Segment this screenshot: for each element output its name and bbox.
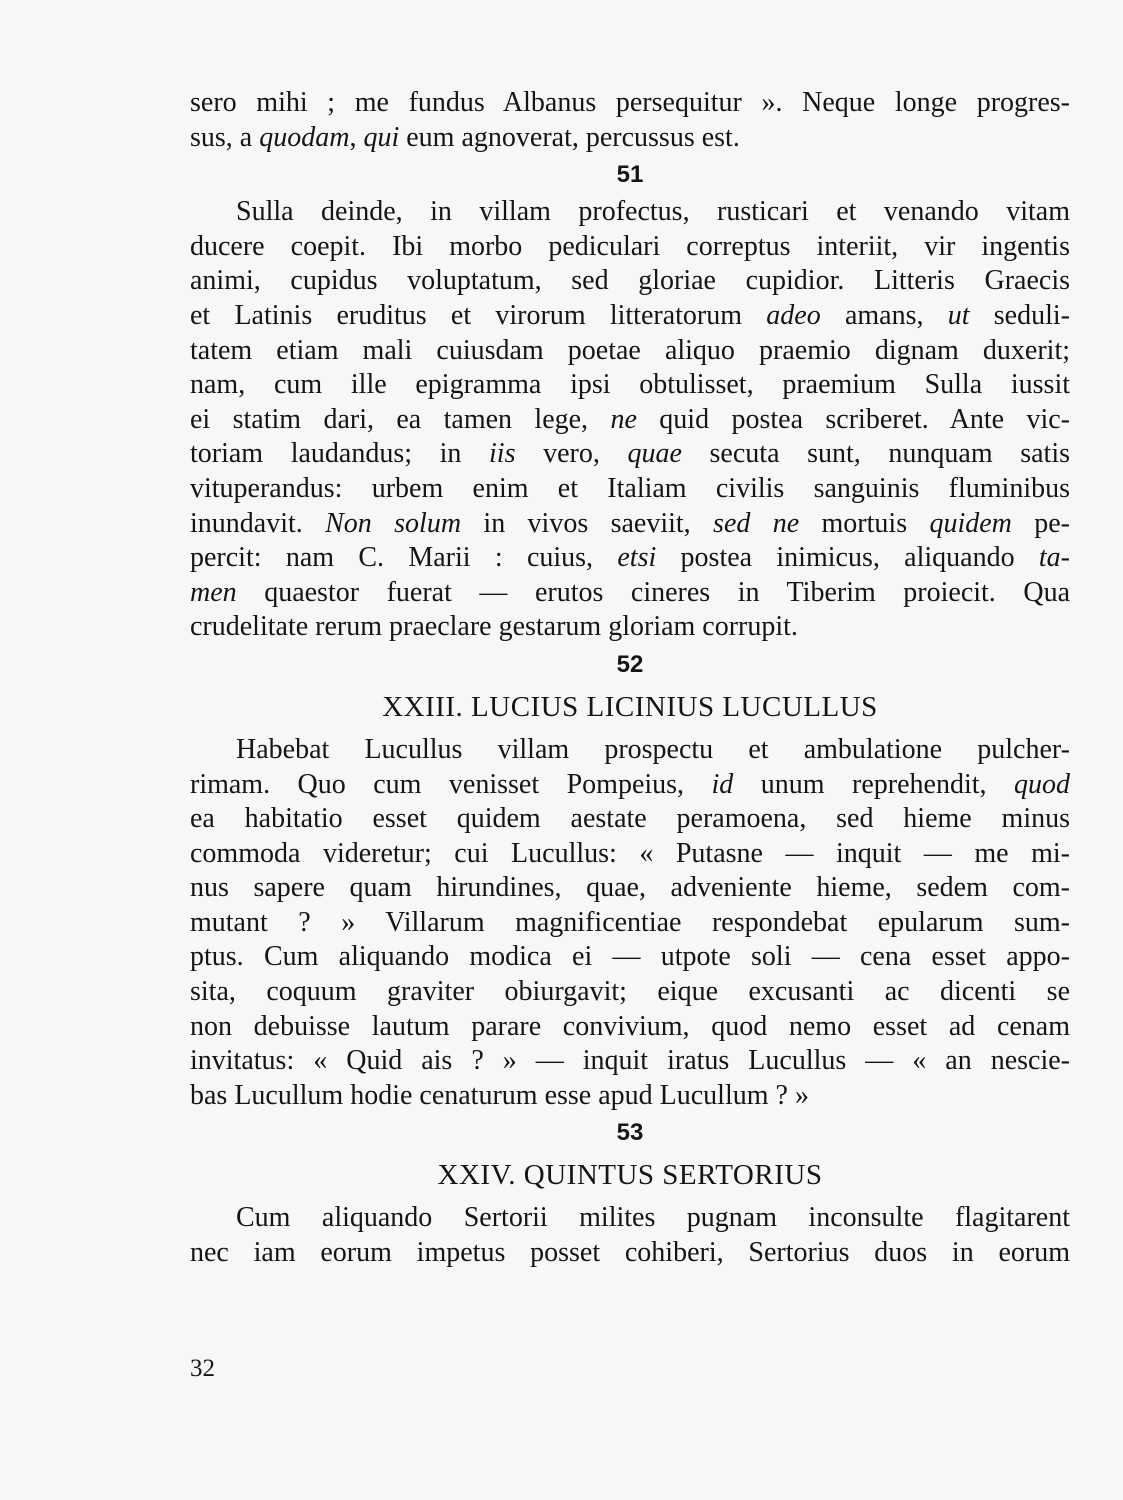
text-segment: unum reprehendit, [733,768,1014,800]
text-line [190,576,1070,611]
paragraph [190,1201,1070,1270]
text-line [190,1079,1070,1114]
text-segment: nec iam eorum impetus posset cohiberi, Sertorius duos in eorum [190,1237,1070,1269]
text-line [190,334,1070,369]
text-segment: ptus. Cum aliquando modica ei — utpote soli — cena esset appo- [190,941,1070,973]
text-line [190,195,1070,230]
italic-text: qui [363,121,400,153]
text-segment: bas Lucullum hodie cenaturum esse apud Lucullum ? » [190,1079,809,1111]
paragraph [190,195,1070,645]
text-segment: , [349,121,364,153]
italic-text: quod [1014,768,1070,800]
text-line [190,86,1070,121]
text-segment: Habebat Lucullus villam prospectu et ambulatione pulcher- [236,733,1070,765]
text-line [190,230,1070,265]
text-segment: sus, a [190,121,260,153]
italic-text: Non solum [325,507,462,539]
text-line [190,368,1070,403]
italic-text: ta- [1038,542,1070,574]
italic-text: id [711,768,734,800]
text-line [190,541,1070,576]
text-line [190,472,1070,507]
text-segment: postea inimicus, aliquando [656,542,1039,574]
paragraph [190,733,1070,1114]
text-segment: mutant ? » Villarum magnificentiae respondebat epularum sum- [190,906,1070,938]
text-segment: pe- [1011,507,1071,539]
italic-text: quodam [259,121,350,153]
text-line [190,975,1070,1010]
text-segment: commoda videretur; cui Lucullus: « Putasne — inquit — me mi- [190,837,1070,869]
text-segment: ea habitatio esset quidem aestate peramoena, sed hieme minus [190,803,1070,835]
text-line [190,733,1070,768]
text-segment: sero mihi ; me fundus Albanus persequitur ». Neque longe progres- [190,87,1070,118]
text-line [190,1010,1070,1045]
text-line [190,940,1070,975]
italic-text: men [190,576,237,608]
text-segment: eum agnoverat, percussus est. [399,121,740,153]
text-line [190,299,1070,334]
text-segment: ducere coepit. Ibi morbo pediculari correptus interiit, vir ingentis [190,230,1070,262]
text-segment: ei statim dari, ea tamen lege, [190,403,611,435]
text-segment: quaestor fuerat — erutos cineres in Tiberim proiecit. Qua [236,576,1070,608]
section-number: 51 [616,161,644,189]
text-segment: in vivos saeviit, [461,507,714,539]
italic-text: quae [627,438,682,470]
text-segment: crudelitate rerum praeclare gestarum gloriam corrupit. [190,611,798,643]
text-segment: percit: nam C. Marii : cuius, [190,542,618,574]
text-segment: tatem etiam mali cuiusdam poetae aliquo praemio dignam duxerit; [190,334,1070,366]
text-segment: nam, cum ille epigramma ipsi obtulisset, praemium Sulla iussit [190,369,1070,401]
text-line [190,264,1070,299]
text-line [190,1236,1070,1271]
italic-text: sed ne [713,507,800,539]
paragraph [190,86,1070,155]
text-segment: secuta sunt, nunquam satis [681,438,1070,470]
text-segment: mortuis [799,507,930,539]
text-line [190,871,1070,906]
text-segment: non debuisse lautum parare convivium, quod nemo esset ad cenam [190,1010,1070,1042]
text-line [190,437,1070,472]
section-number: 52 [616,650,644,678]
text-segment: sita, coquum graviter obiurgavit; eique excusanti ac dicenti se [190,976,1070,1008]
text-segment: animi, cupidus voluptatum, sed gloriae cupidior. Litteris Graecis [190,265,1070,297]
text-line [190,1201,1070,1236]
text-line [190,121,1070,156]
page-number: 32 [190,1355,215,1382]
text-segment: inundavit. [190,507,326,539]
text-segment: amans, [820,299,948,331]
italic-text: etsi [617,542,657,574]
text-segment: Cum aliquando Sertorii milites pugnam inconsulte flagitarent [236,1202,1070,1234]
text-segment: nus sapere quam hirundines, quae, adveniente hieme, sedem com- [190,872,1070,904]
text-segment: Sulla deinde, in villam profectus, rusticari et venando vitam [236,196,1070,228]
section-number: 53 [616,1119,644,1147]
text-segment: vero, [515,438,628,470]
italic-text: ne [610,403,637,435]
book-page [190,86,1070,1271]
text-line [190,837,1070,872]
text-line [190,802,1070,837]
text-segment: vituperandus: urbem enim et Italiam civilis sanguinis fluminibus [190,472,1070,504]
italic-text: iis [489,438,516,470]
text-line [190,507,1070,542]
italic-text: adeo [766,299,821,331]
text-line [190,1044,1070,1079]
text-segment: invitatus: « Quid ais ? » — inquit iratus Lucullus — « an nescie- [190,1045,1070,1077]
text-line [190,403,1070,438]
text-segment: toriam laudandus; in [190,438,490,470]
text-segment: et Latinis eruditus et virorum litteratorum [190,299,767,331]
text-line [190,768,1070,803]
text-segment: rimam. Quo cum venisset Pompeius, [190,768,712,800]
text-segment: quid postea scriberet. Ante vic- [636,403,1070,435]
chapter-title: XXIV. QUINTUS SERTORIUS [437,1159,823,1192]
text-line [190,610,1070,645]
text-line [190,906,1070,941]
italic-text: ut [947,299,970,331]
italic-text: quidem [929,507,1012,539]
chapter-title: XXIII. LUCIUS LICINIUS LUCULLUS [382,690,878,723]
text-segment: seduli- [969,299,1070,331]
